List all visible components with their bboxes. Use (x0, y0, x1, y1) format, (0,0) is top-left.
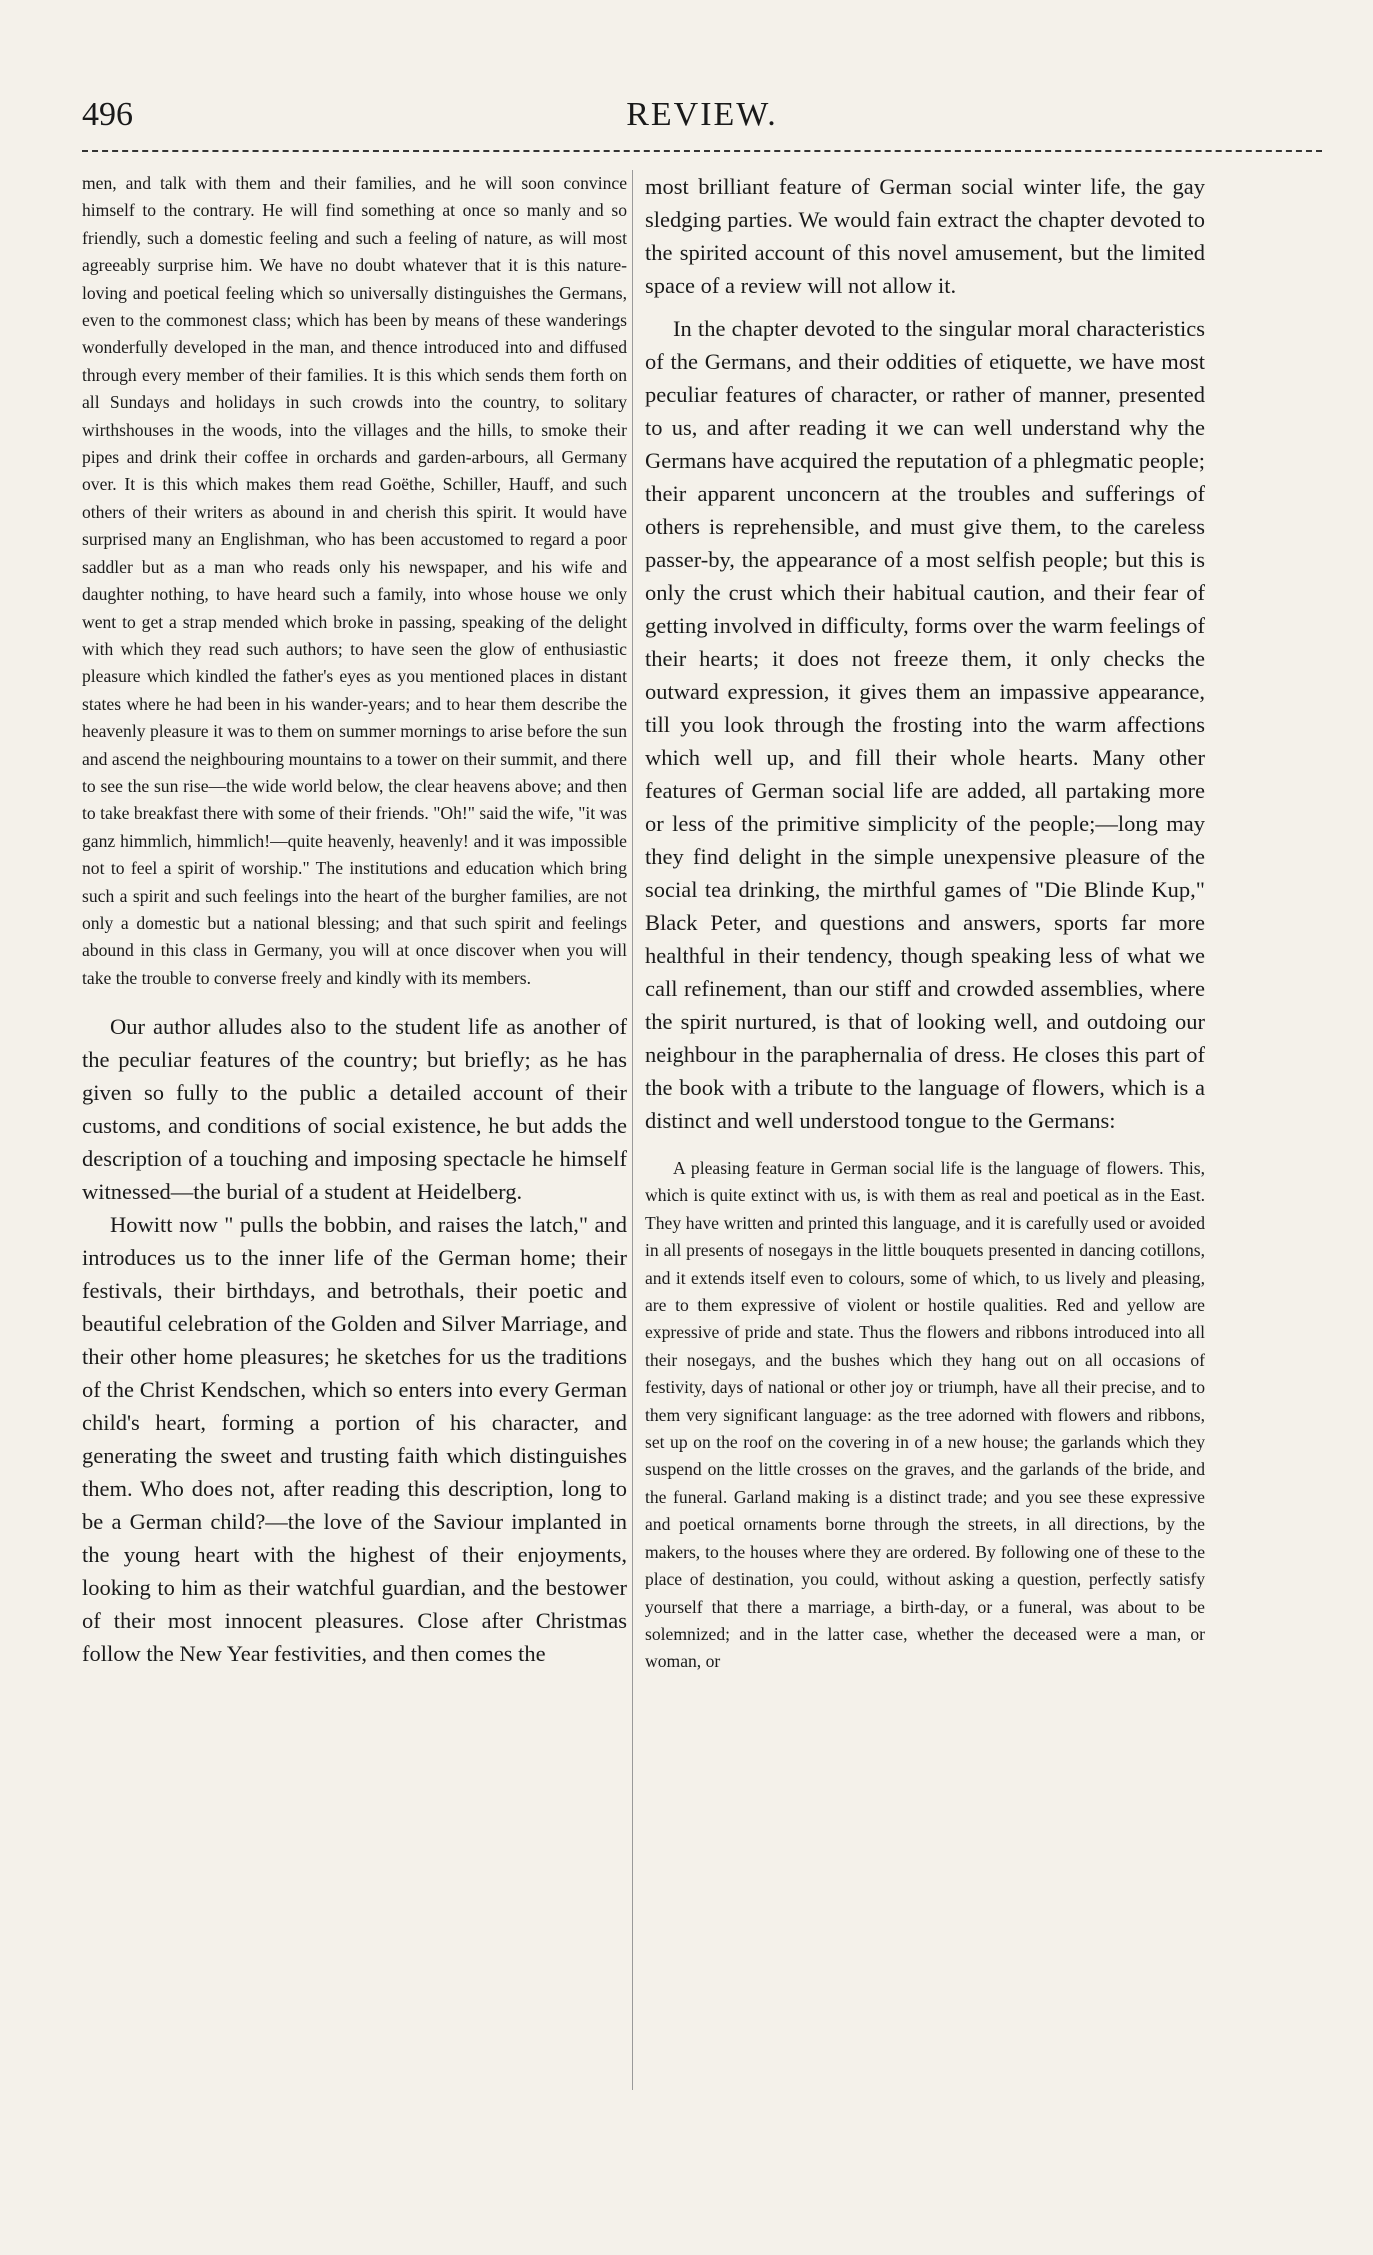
right-quote-language-of-flowers: A pleasing feature in German social life is the language of flowers. This, which is quite extinct with us, is with them as real and poetical as in the East. They have written and printed this language, and it is carefully used or avoided in all presents of nosegays in the little bouquets presented in dancing cotillons, and it extends itself even to colours, some of which, to us lively and pleasing, are to them expressive of violent or hostile qualities. Red and yellow are expressive of pride and state. Thus the flowers and ribbons introduced into all their nosegays, and the bushes which they hang out on all occasions of festivity, days of national or other joy or triumph, have all their precise, and to them very significant language: as the tree adorned with flowers and ribbons, set up on the roof on the covering in of a new house; the garlands which they suspend on the little crosses on the graves, and the garlands of the bride, and the funeral. Garland making is a distinct trade; and you see these expressive and poetical ornaments borne through the streets, in all directions, by the makers, to the houses where they are ordered. By following one of these to the place of destination, you could, without asking a question, perfectly satisfy yourself that there a marriage, a birth-day, or a funeral, was about to be solemnized; and in the latter case, whether the deceased were a man, or woman, or (645, 1158, 1205, 1672)
page-number: 496 (82, 96, 133, 133)
left-paragraph-student-life: Our author alludes also to the student life as another of the peculiar features of the country; but briefly; as he has given so fully to the public a detailed account of their customs, and conditions of social existence, he but adds the description of a touching and imposing spectacle he himself witnessed—the burial of a student at Heidelberg. (82, 1014, 627, 1205)
right-column (645, 170, 1205, 1676)
running-title: REVIEW. (626, 96, 778, 133)
left-column (82, 170, 627, 1670)
header-rule (82, 150, 1322, 152)
left-paragraph-german-home: Howitt now " pulls the bobbin, and raises the latch," and introduces us to the inner life of the German home; their festivals, their birthdays, and betrothals, their poetic and beautiful celebration of the Golden and Silver Marriage, and their other home pleasures; he sketches for us the traditions of the Christ Kendschen, which so enters into every German child's heart, forming a portion of his character, and generating the sweet and trusting faith which distinguishes them. Who does not, after reading this description, long to be a German child?—the love of the Saviour implanted in the young heart with the highest of their enjoyments, looking to him as their watchful guardian, and the bestower of their most innocent pleasures. Close after Christmas follow the New Year festivities, and then comes the (82, 1212, 627, 1667)
column-divider (632, 170, 633, 2090)
right-paragraph-moral-characteristics: In the chapter devoted to the singular moral characteristics of the Germans, and their oddities of etiquette, we have most peculiar features of character, or rather of manner, presented to us, and after reading it we can well understand why the Germans have acquired the reputation of a phlegmatic people; their apparent unconcern at the troubles and sufferings of others is reprehensible, and must give them, to the careless passer-by, the appearance of a most selfish people; but this is only the crust which their habitual caution, and their fear of getting involved in difficulty, forms over the warm feelings of their hearts; it does not freeze them, it only checks the outward expression, it gives them an impassive appearance, till you look through the frosting into the warm affections which well up, and fill their whole hearts. Many other features of German social life are added, all partaking more or less of the primitive simplicity of the people;—long may they find delight in the simple unexpensive pleasure of the social tea drinking, the mirthful games of "Die Blinde Kup," Black Peter, and questions and answers, sports far more healthful in their tendency, though speaking less of what we call refinement, than our stiff and crowded assemblies, where the spirit nurtured, is that of looking well, and outdoing our neighbour in the paraphernalia of dress. He closes this part of the book with a tribute to the language of flowers, which is a distinct and well understood tongue to the Germans: (645, 316, 1205, 1133)
right-paragraph-sledging: most brilliant feature of German social winter life, the gay sledging parties. We would fain extract the chapter devoted to the spirited account of this novel amusement, but the limited space of a review will not allow it. (645, 174, 1205, 298)
left-quote: men, and talk with them and their families, and he will soon convince himself to the contrary. He will find something at once so manly and so friendly, such a domestic feeling and such a feeling of nature, as will most agreeably surprise him. We have no doubt whatever that it is this nature-loving and poetical feeling which so universally distinguishes the Germans, even to the commonest class; which has been by means of these wanderings wonderfully developed in the man, and thence introduced into and diffused through every member of their families. It is this which sends them forth on all Sundays and holidays in such crowds into the country, to solitary wirthshouses in the woods, into the villages and the hills, to smoke their pipes and drink their coffee in orchards and garden-arbours, all Germany over. It is this which makes them read Goëthe, Schiller, Hauff, and such others of their writers as abound in and cherish this spirit. It would have surprised many an Englishman, who has been accustomed to regard a poor saddler but as a man who reads only his newspaper, and his wife and daughter nothing, to have heard such a family, into whose house we only went to get a strap mended which broke in passing, speaking of the delight with which they read such authors; to have seen the glow of enthusiastic pleasure which kindled the father's eyes as you mentioned places in distant states where he had been in his wander-years; and to hear them describe the heavenly pleasure it was to them on summer mornings to arise before the sun and ascend the neighbouring mountains to a tower on their summit, and there to see the sun rise—the wide world below, the clear heavens above; and then to take breakfast there with some of their friends. "Oh!" said the wife, "it was ganz himmlich, himmlich!—quite heavenly, heavenly! and it was impossible not to feel a spirit of worship." The institutions and education which bring such a spirit and such feelings into the heart of the burgher families, are not only a domestic but a national blessing; and that such spirit and feelings abound in this class in Germany, you will at once discover when you will take the trouble to converse freely and kindly with its members. (82, 173, 627, 988)
page-header (82, 92, 1322, 152)
